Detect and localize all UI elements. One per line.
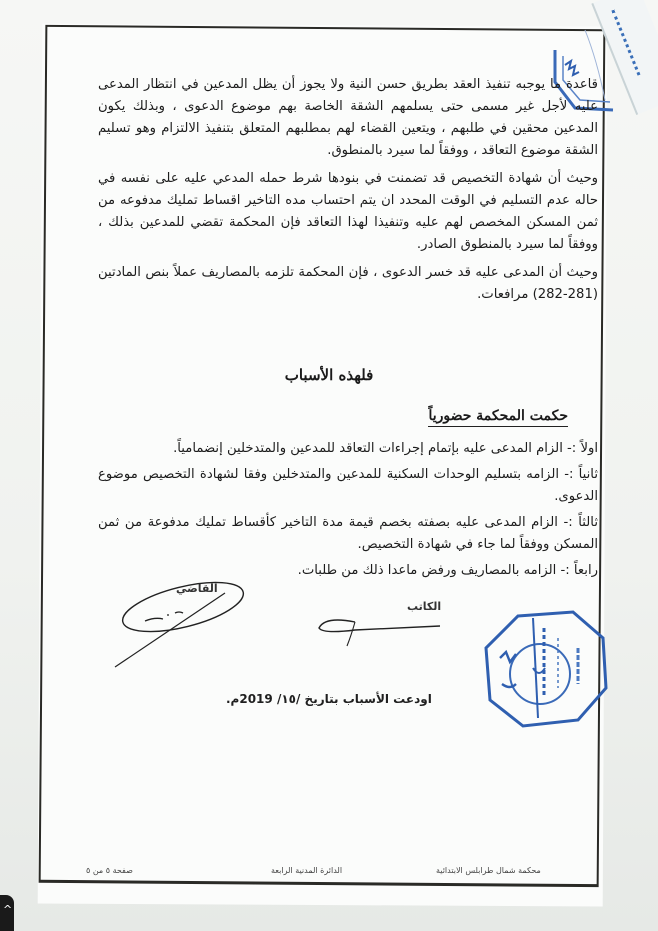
phone-corner-overlay: ^ bbox=[0, 895, 14, 931]
footer-circuit-name: الدائرة المدنية الرابعة bbox=[271, 866, 343, 875]
section-heading-reasons: فلهذه الأسباب bbox=[284, 366, 374, 384]
body-paragraphs bbox=[98, 74, 598, 306]
ruling-1: اولاً :- الزام المدعى عليه بإتمام إجراءات التعاقد للمدعين والمتدخلين إنضمامياً. bbox=[173, 441, 598, 456]
deposit-date-line: اودعت الأسباب بتاريخ /١٥/ 2019م. bbox=[226, 692, 432, 706]
paragraph-1: قاعدة ما يوجبه تنفيذ العقد بطريق حسن النية ولا يجوز أن يظل المدعين في انتظار المدعى عليه لأجل غير مسمى حتى يسلمهم الشقة الخاصة بهم موضوع الدعوى ، وبذلك يكون المدعين محقين في طلبهم ، ويتعين القضاء لهم بمطلبهم المتعلق بتنفيذ الالتزام وهو تسليم الشقة موضوع التعاقد ، ووفقاً لما سيرد بالمنطوق. bbox=[98, 77, 598, 158]
ruling-4: رابعاً :- الزامه بالمصاريف ورفض ماعدا ذلك من طلبات. bbox=[297, 563, 598, 578]
court-seal-stamp-icon bbox=[478, 608, 608, 728]
footer-court-name: محكمة شمال طرابلس الابتدائية bbox=[436, 866, 541, 875]
verdict-title: حكمت المحكمة حضورياً bbox=[428, 408, 568, 427]
judge-signature-icon bbox=[105, 575, 265, 670]
judge-label: القاضي bbox=[176, 582, 218, 595]
paragraph-2: وحيث أن شهادة التخصيص قد تضمنت في بنودها شرط حمله المدعي عليه على نفسه في حاله عدم التسليم في الوقت المحدد ان يتم احتساب مده التاخير اقساط تمليك مدفوعه من ثمن المسكن المخصص لهم عليه وتنفيذا لهذا التعاقد فإن المحكمة تقضي للمدعين بذلك ، ووفقاً لما سيرد بالمنطوق الصادر. bbox=[98, 171, 598, 252]
ruling-2: ثانياً :- الزامه بتسليم الوحدات السكنية للمدعين والمتدخلين وفقا لشهادة التخصيص موضوع الدعوى. bbox=[98, 467, 598, 504]
clerk-signature-icon bbox=[315, 610, 445, 655]
footer-page-number: صفحة ٥ من ٥ bbox=[86, 866, 133, 875]
paragraph-3: وحيث أن المدعى عليه قد خسر الدعوى ، فإن المحكمة تلزمه بالمصاريف عملاً بنص المادتين (281-282) مرافعات. bbox=[98, 265, 598, 302]
rulings-list bbox=[98, 438, 598, 582]
clerk-label: الكاتب bbox=[407, 600, 442, 613]
ruling-3: ثالثاً :- الزام المدعى عليه بصفته بخصم قيمة مدة التاخير كأقساط تمليك مدفوعة من ثمن المسكن ووفقاً لما جاء في شهادة التخصيص. bbox=[98, 515, 598, 552]
